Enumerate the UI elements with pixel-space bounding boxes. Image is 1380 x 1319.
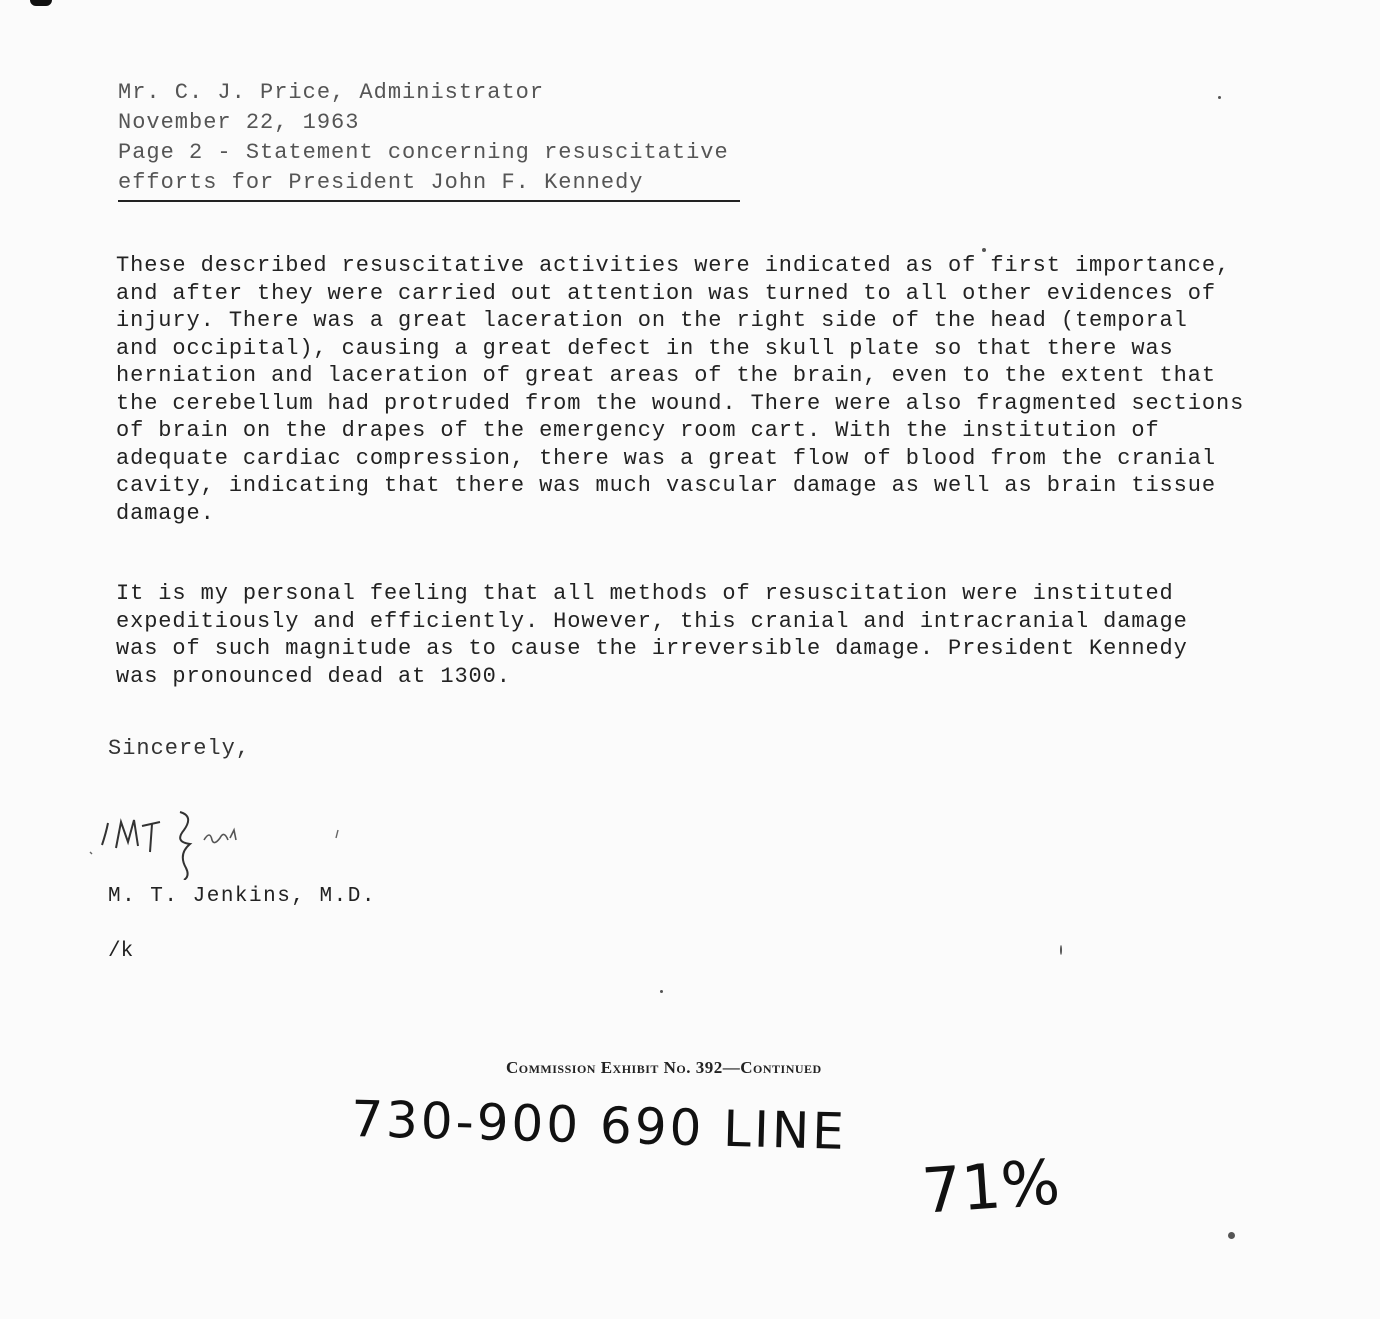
- paragraph-line: was of such magnitude as to cause the irreversible damage. President Kennedy: [116, 636, 1188, 661]
- paragraph-line: damage.: [116, 500, 215, 526]
- scan-speck: [1060, 945, 1062, 955]
- paragraph-line: was pronounced dead at 1300.: [116, 663, 511, 689]
- paragraph-line: of brain on the drapes of the emergency room cart. With the institution of: [116, 418, 1160, 443]
- paragraph-line: the cerebellum had protruded from the wound. There were also fragmented sections: [116, 390, 1245, 416]
- handwritten-signature: [80, 790, 380, 880]
- paragraph-line: herniation and laceration of great areas of the brain, even to the extent that: [116, 363, 1216, 388]
- paragraph-line: and occipital), causing a great defect in the skull plate so that there was: [116, 335, 1174, 361]
- closing: Sincerely,: [108, 736, 251, 761]
- handwritten-note: 730-900 690 LINE: [350, 1090, 848, 1161]
- scan-speck: [982, 248, 986, 252]
- header-page: Page 2 - Statement concerning resuscitative: [118, 140, 729, 165]
- paragraph-1: [116, 252, 1296, 527]
- paragraph-line: injury. There was a great laceration on the right side of the head (temporal: [116, 308, 1188, 333]
- handwritten-percent: 71%: [919, 1145, 1063, 1228]
- header-date: November 22, 1963: [118, 110, 360, 135]
- header-recipient: Mr. C. J. Price, Administrator: [118, 80, 545, 105]
- signer-name: M. T. Jenkins, M.D.: [108, 885, 376, 908]
- scan-corner-mark: [30, 0, 52, 6]
- typist-initials: /k: [108, 940, 134, 963]
- paragraph-line: These described resuscitative activities were indicated as of first importance,: [116, 253, 1231, 278]
- header-subject: efforts for President John F. Kennedy: [118, 170, 644, 195]
- paragraph-line: adequate cardiac compression, there was a great flow of blood from the cranial: [116, 445, 1216, 471]
- paragraph-line: It is my personal feeling that all methods of resuscitation were instituted: [116, 581, 1174, 606]
- paragraph-line: and after they were carried out attention was turned to all other evidences of: [116, 280, 1216, 306]
- exhibit-caption: [506, 1058, 822, 1078]
- scan-speck: [1218, 96, 1221, 99]
- scan-speck: [660, 990, 663, 993]
- letter-header: [118, 78, 758, 198]
- scan-speck: [1228, 1232, 1235, 1239]
- paragraph-line: expeditiously and efficiently. However, this cranial and intracranial damage: [116, 608, 1188, 634]
- paragraph-line: cavity, indicating that there was much vascular damage as well as brain tissue: [116, 473, 1216, 498]
- header-underline: [118, 200, 740, 202]
- paragraph-2: [116, 580, 1296, 690]
- exhibit-caption-text: Commission Exhibit No. 392—Continued: [506, 1058, 822, 1077]
